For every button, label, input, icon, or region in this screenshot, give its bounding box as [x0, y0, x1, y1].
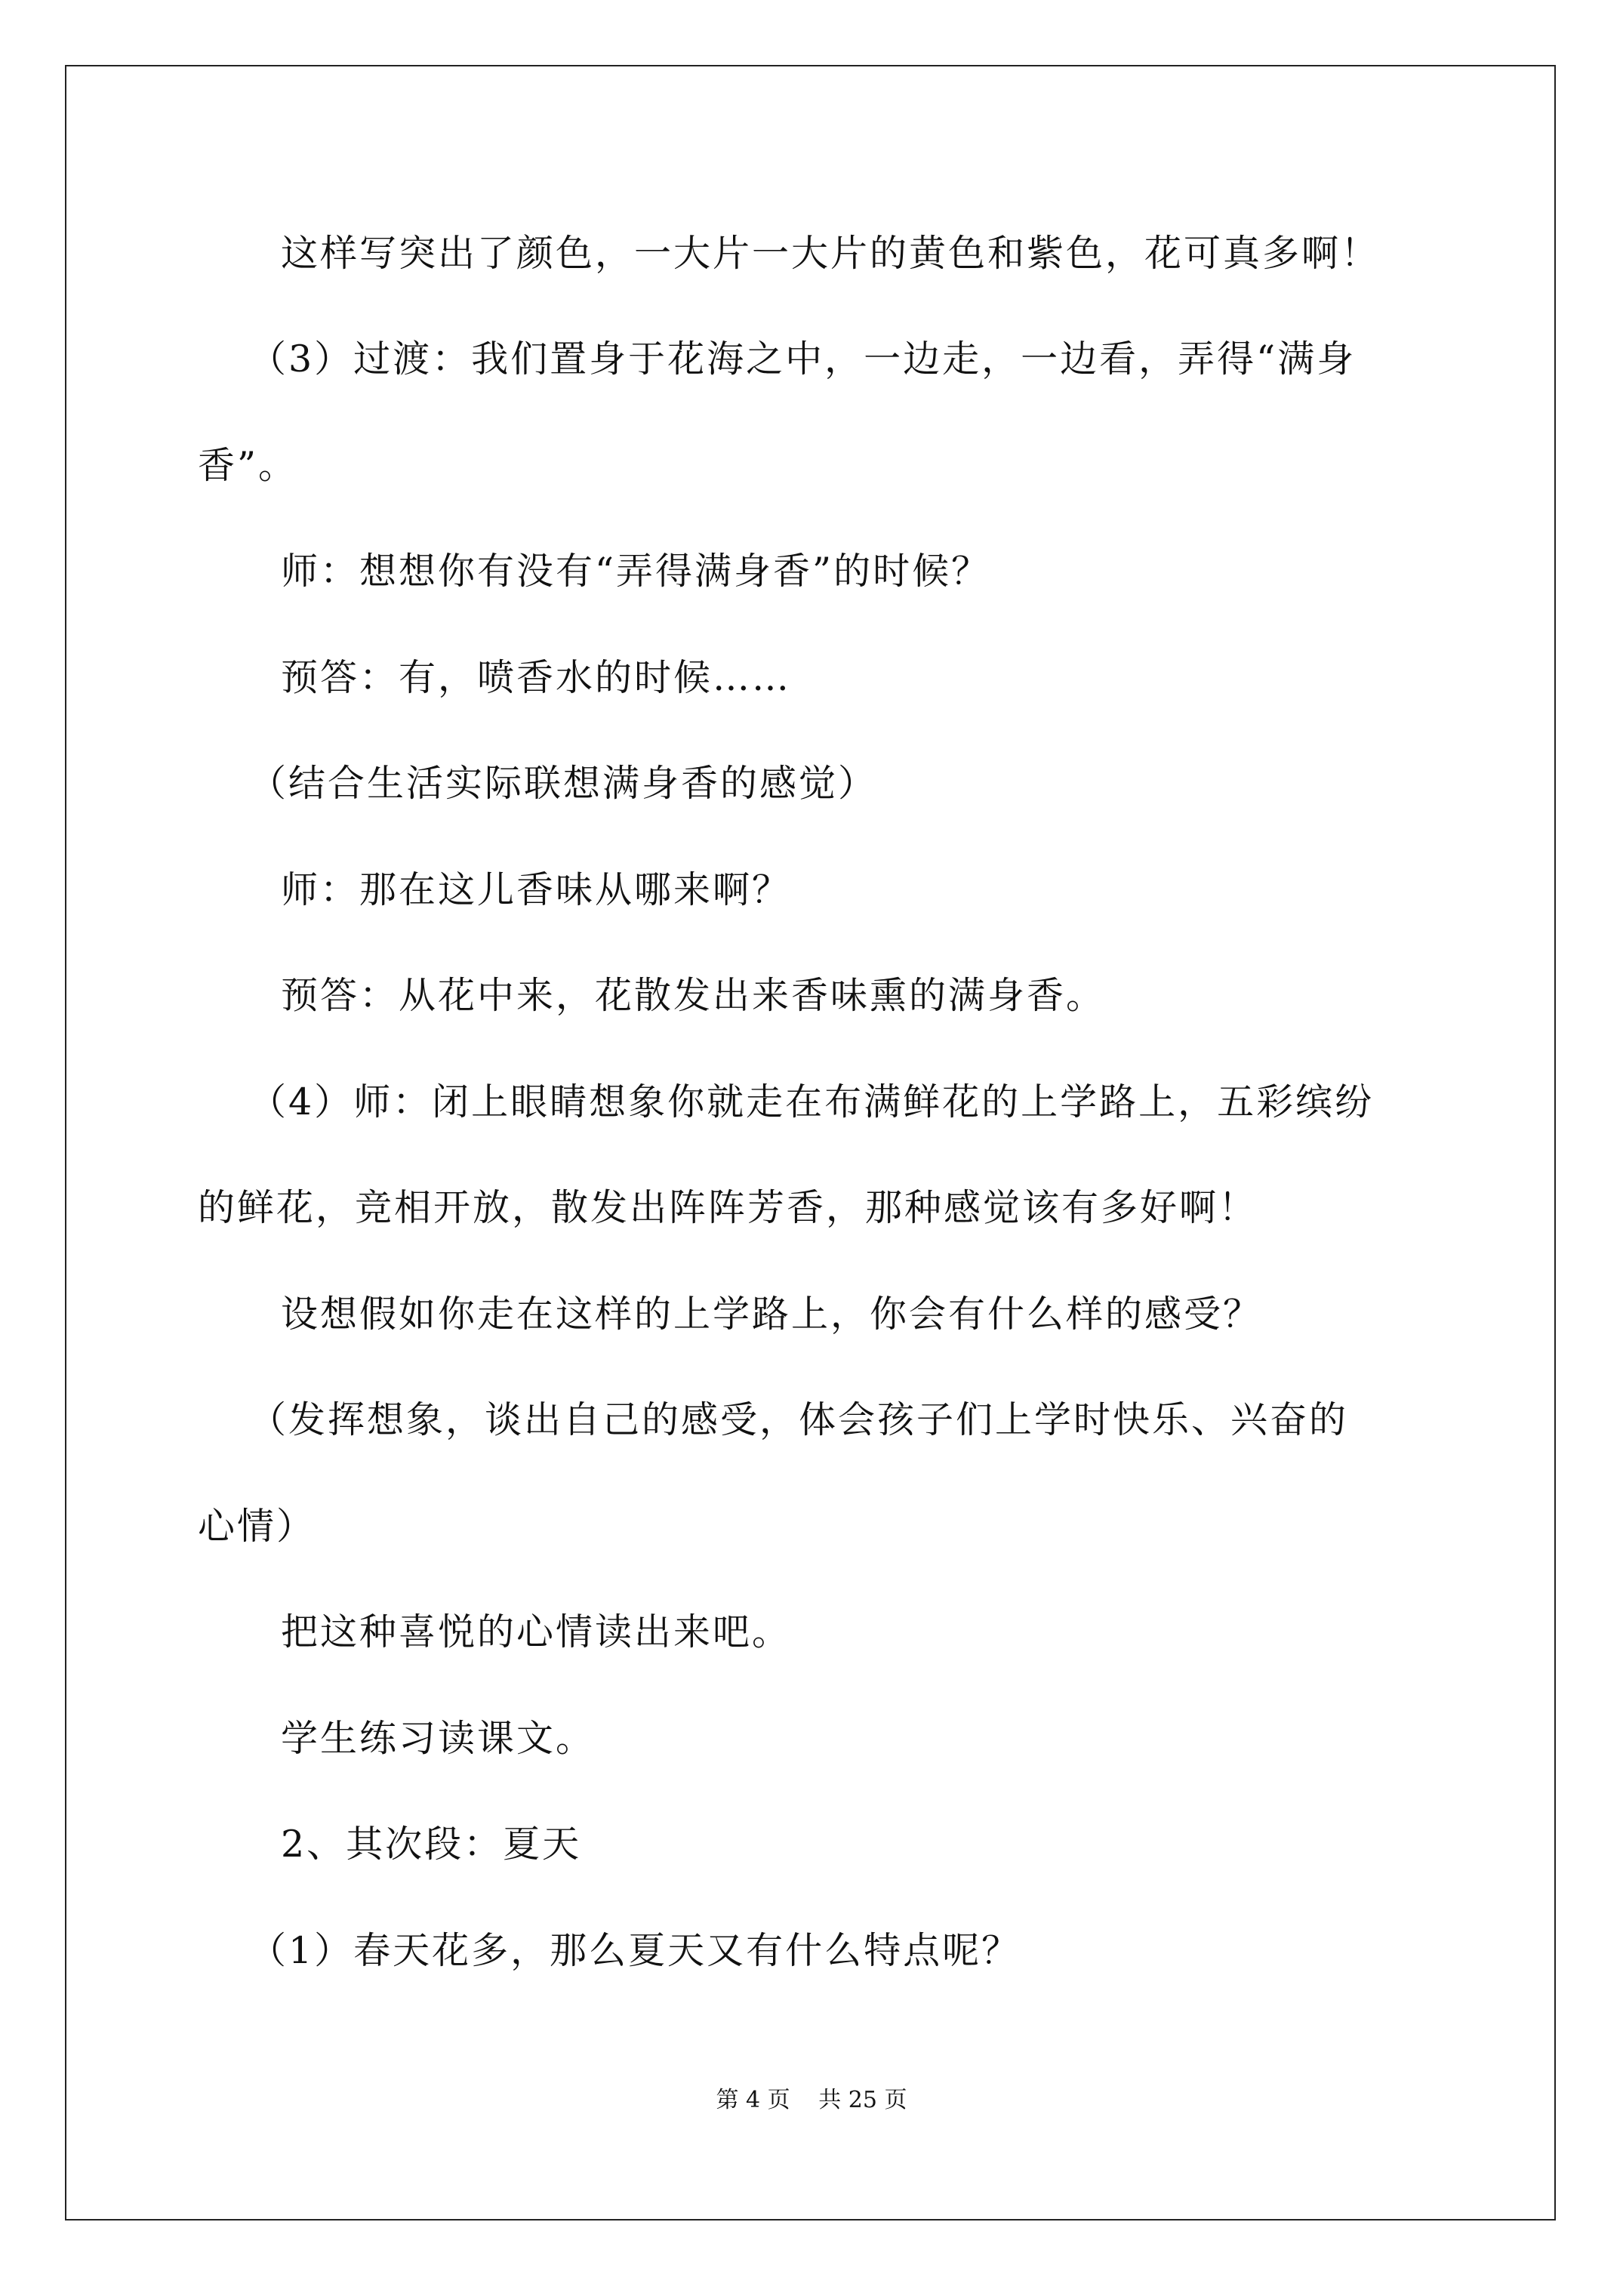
page-total: 共 25 页 — [818, 2087, 907, 2113]
paragraph-line: 学生练习读课文。 — [281, 1717, 596, 1760]
page-footer — [0, 2085, 1623, 2116]
paragraph-line: 预答：从花中来，花散发出来香味熏的满身香。 — [281, 974, 1106, 1017]
paragraph-line: 师：那在这儿香味从哪来啊？ — [281, 868, 792, 911]
paragraph-line: （1）春天花多，那么夏天又有什么特点呢？ — [249, 1929, 1021, 1972]
paragraph-line: 设想假如你走在这样的上学路上，你会有什么样的感受？ — [281, 1293, 1263, 1336]
paragraph-line: 这样写突出了颜色，一大片一大片的黄色和紫色，花可真多啊！ — [281, 232, 1381, 275]
paragraph-line: （结合生活实际联想满身香的感觉） — [249, 762, 878, 805]
paragraph-line: 把这种喜悦的心情读出来吧。 — [281, 1610, 792, 1653]
paragraph-line: （4）师：闭上眼睛想象你就走在布满鲜花的上学路上，五彩缤纷 — [249, 1080, 1375, 1123]
page-number: 第 4 页 — [716, 2087, 790, 2113]
paragraph-line: 师：想想你有没有“弄得满身香”的时候？ — [281, 550, 991, 593]
paragraph-line: 预答：有，喷香水的时候…… — [281, 656, 792, 699]
paragraph-line: 心情） — [198, 1505, 316, 1548]
paragraph-line: 2、其次段：夏天 — [281, 1823, 582, 1866]
paragraph-line: 香”。 — [198, 444, 298, 487]
paragraph-line: （3）过渡：我们置身于花海之中，一边走，一边看，弄得“满身 — [249, 337, 1357, 381]
paragraph-line: （发挥想象，谈出自己的感受，体会孩子们上学时快乐、兴奋的 — [249, 1398, 1349, 1441]
page-border — [65, 65, 1556, 2220]
paragraph-line: 的鲜花，竞相开放，散发出阵阵芳香，那种感觉该有多好啊！ — [198, 1186, 1258, 1229]
